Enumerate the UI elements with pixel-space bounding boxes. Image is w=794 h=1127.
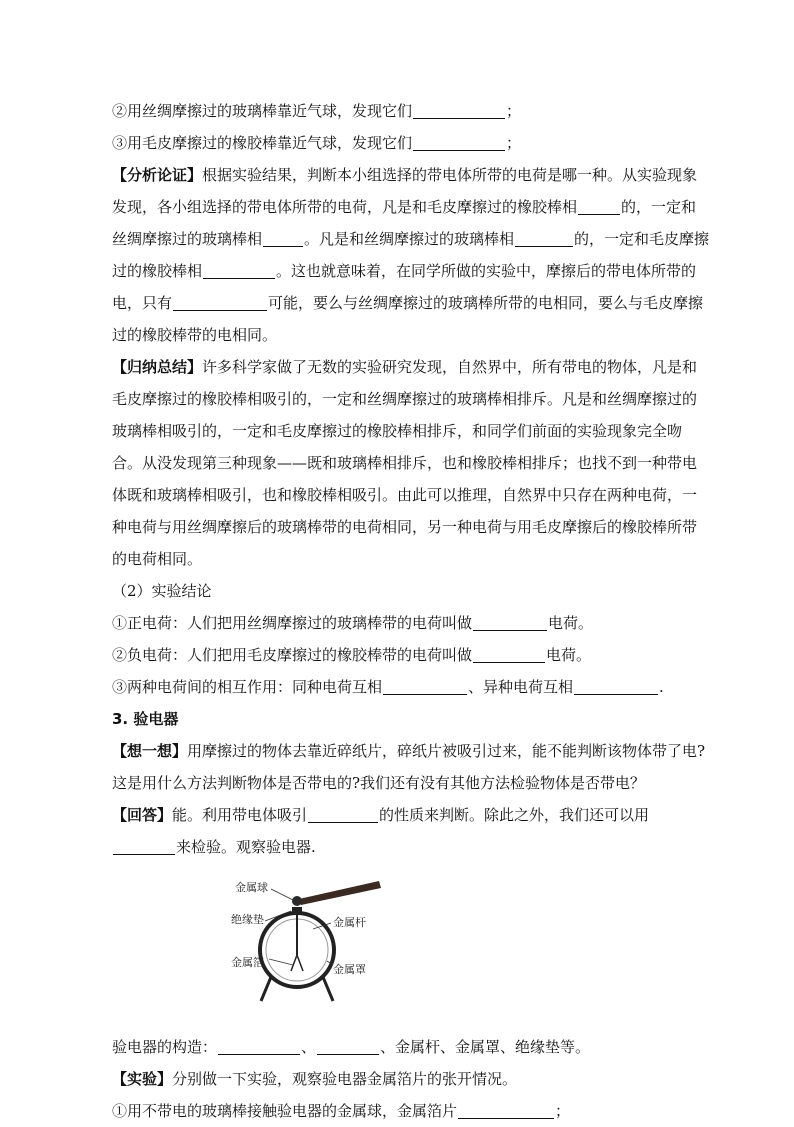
answer-blank[interactable] (515, 228, 573, 247)
conclusion-negative: ②负电荷：人们把用毛皮摩擦过的橡胶棒带的电荷叫做 电荷。 (112, 646, 592, 664)
electroscope-diagram (229, 873, 469, 1023)
answer-blank[interactable] (263, 228, 303, 247)
label-cover: 金属罩 (333, 963, 366, 976)
summary-paragraph: 【归纳总结】许多科学家做了无数的实验研究发现，自然界中，所有带电的物体，凡是和毛皮摩擦过的橡胶棒相吸引的，一定和丝绸摩擦过的玻璃棒相排斥。凡是和丝绸摩擦过的玻璃棒相吸引的，一定和毛皮摩擦过的橡胶棒相排斥，和同学们前面的实验现象完全吻合。从没发现第三种现象——既和玻璃棒相排斥，也和橡胶棒相排斥；也找不到一种带电体既和玻璃棒相吸引，也和橡胶棒相吸引。由此可以推理，自然界中只存在两种电荷，一种电荷与用丝绸摩擦后的玻璃棒带的电荷相同，另一种电荷与用毛皮摩擦后的橡胶棒所带的电荷相同。 (112, 358, 698, 568)
conclusion-positive: ①正电荷：人们把用丝绸摩擦过的玻璃棒带的电荷叫做 电荷。 (112, 614, 594, 632)
answer-blank[interactable] (578, 196, 620, 215)
metal-ball (292, 896, 302, 906)
experiment-tag: 【实验】 (112, 1070, 173, 1088)
summary-tag: 【归纳总结】 (112, 358, 203, 376)
final-item: ①用不带电的玻璃棒接触验电器的金属球，金属箔片 ； (112, 1102, 571, 1120)
answer-blank[interactable] (218, 1036, 300, 1055)
answer-blank[interactable] (413, 132, 505, 151)
think-tag: 【想一想】 (112, 742, 188, 760)
answer-blank[interactable] (203, 260, 275, 279)
structure-line: 验电器的构造： 、 、金属杆、金属罩、绝缘垫等。 (112, 1038, 591, 1056)
label-foil: 金属箔 (231, 956, 264, 969)
answer-blank[interactable] (308, 804, 378, 823)
electroscope-figure (81, 873, 711, 1023)
answer-blank[interactable] (458, 1100, 554, 1119)
answer-blank[interactable] (113, 836, 175, 855)
experiment-line: 【实验】分别做一下实验，观察验电器金属箔片的张开情况。 (112, 1070, 518, 1088)
answer-paragraph: 【回答】能。利用带电体吸引 的性质来判断。除此之外，我们还可以用来检验。观察验电器. (112, 806, 650, 856)
answer-blank[interactable] (173, 292, 267, 311)
analysis-paragraph: 【分析论证】根据实验结果，判断本小组选择的带电体所带的电荷是哪一种。从实验现象发现，各小组选择的带电体所带的电荷，凡是和毛皮摩擦过的橡胶棒相 的，一定和丝绸摩擦过的玻璃棒相 。凡是和丝绸摩擦过的玻璃棒相 的，一定和毛皮摩擦过的橡胶棒相 。这也就意味着，在同学所做的实验中，摩擦后的带电体所带的电，只有 可能，要么与丝绸摩擦过的玻璃棒所带的电相同，要么与毛皮摩擦过的橡胶棒带的电相同。 (112, 166, 710, 344)
answer-blank[interactable] (473, 644, 545, 663)
answer-blank[interactable] (317, 1036, 379, 1055)
answer-blank[interactable] (473, 612, 547, 631)
answer-blank[interactable] (413, 100, 505, 119)
charged-rod (299, 881, 381, 905)
label-ball: 金属球 (235, 881, 268, 894)
section-heading: 3. 验电器 (112, 710, 179, 728)
think-paragraph: 【想一想】用摩擦过的物体去靠近碎纸片，碎纸片被吸引过来，能不能判断该物体带了电?这是用什么方法判断物体是否带电的?我们还有没有其他方法检验物体是否带电？ (112, 742, 706, 792)
observe-item-3: ③用毛皮摩擦过的橡胶棒靠近气球，发现它们 ； (112, 134, 522, 152)
answer-blank[interactable] (383, 676, 467, 695)
analysis-tag: 【分析论证】 (112, 166, 203, 184)
label-rod: 金属杆 (333, 916, 366, 929)
answer-blank[interactable] (574, 676, 658, 695)
conclusion-title: （2）实验结论 (112, 582, 212, 600)
worksheet-page (81, 95, 711, 1127)
conclusion-interaction: ③两种电荷间的相互作用：同种电荷互相 、异种电荷互相 . (112, 678, 664, 696)
metal-foil (291, 955, 303, 971)
label-pad: 绝缘垫 (231, 913, 264, 926)
answer-tag: 【回答】 (112, 806, 173, 824)
observe-item-2: ②用丝绸摩擦过的玻璃棒靠近气球，发现它们 ； (112, 102, 522, 120)
